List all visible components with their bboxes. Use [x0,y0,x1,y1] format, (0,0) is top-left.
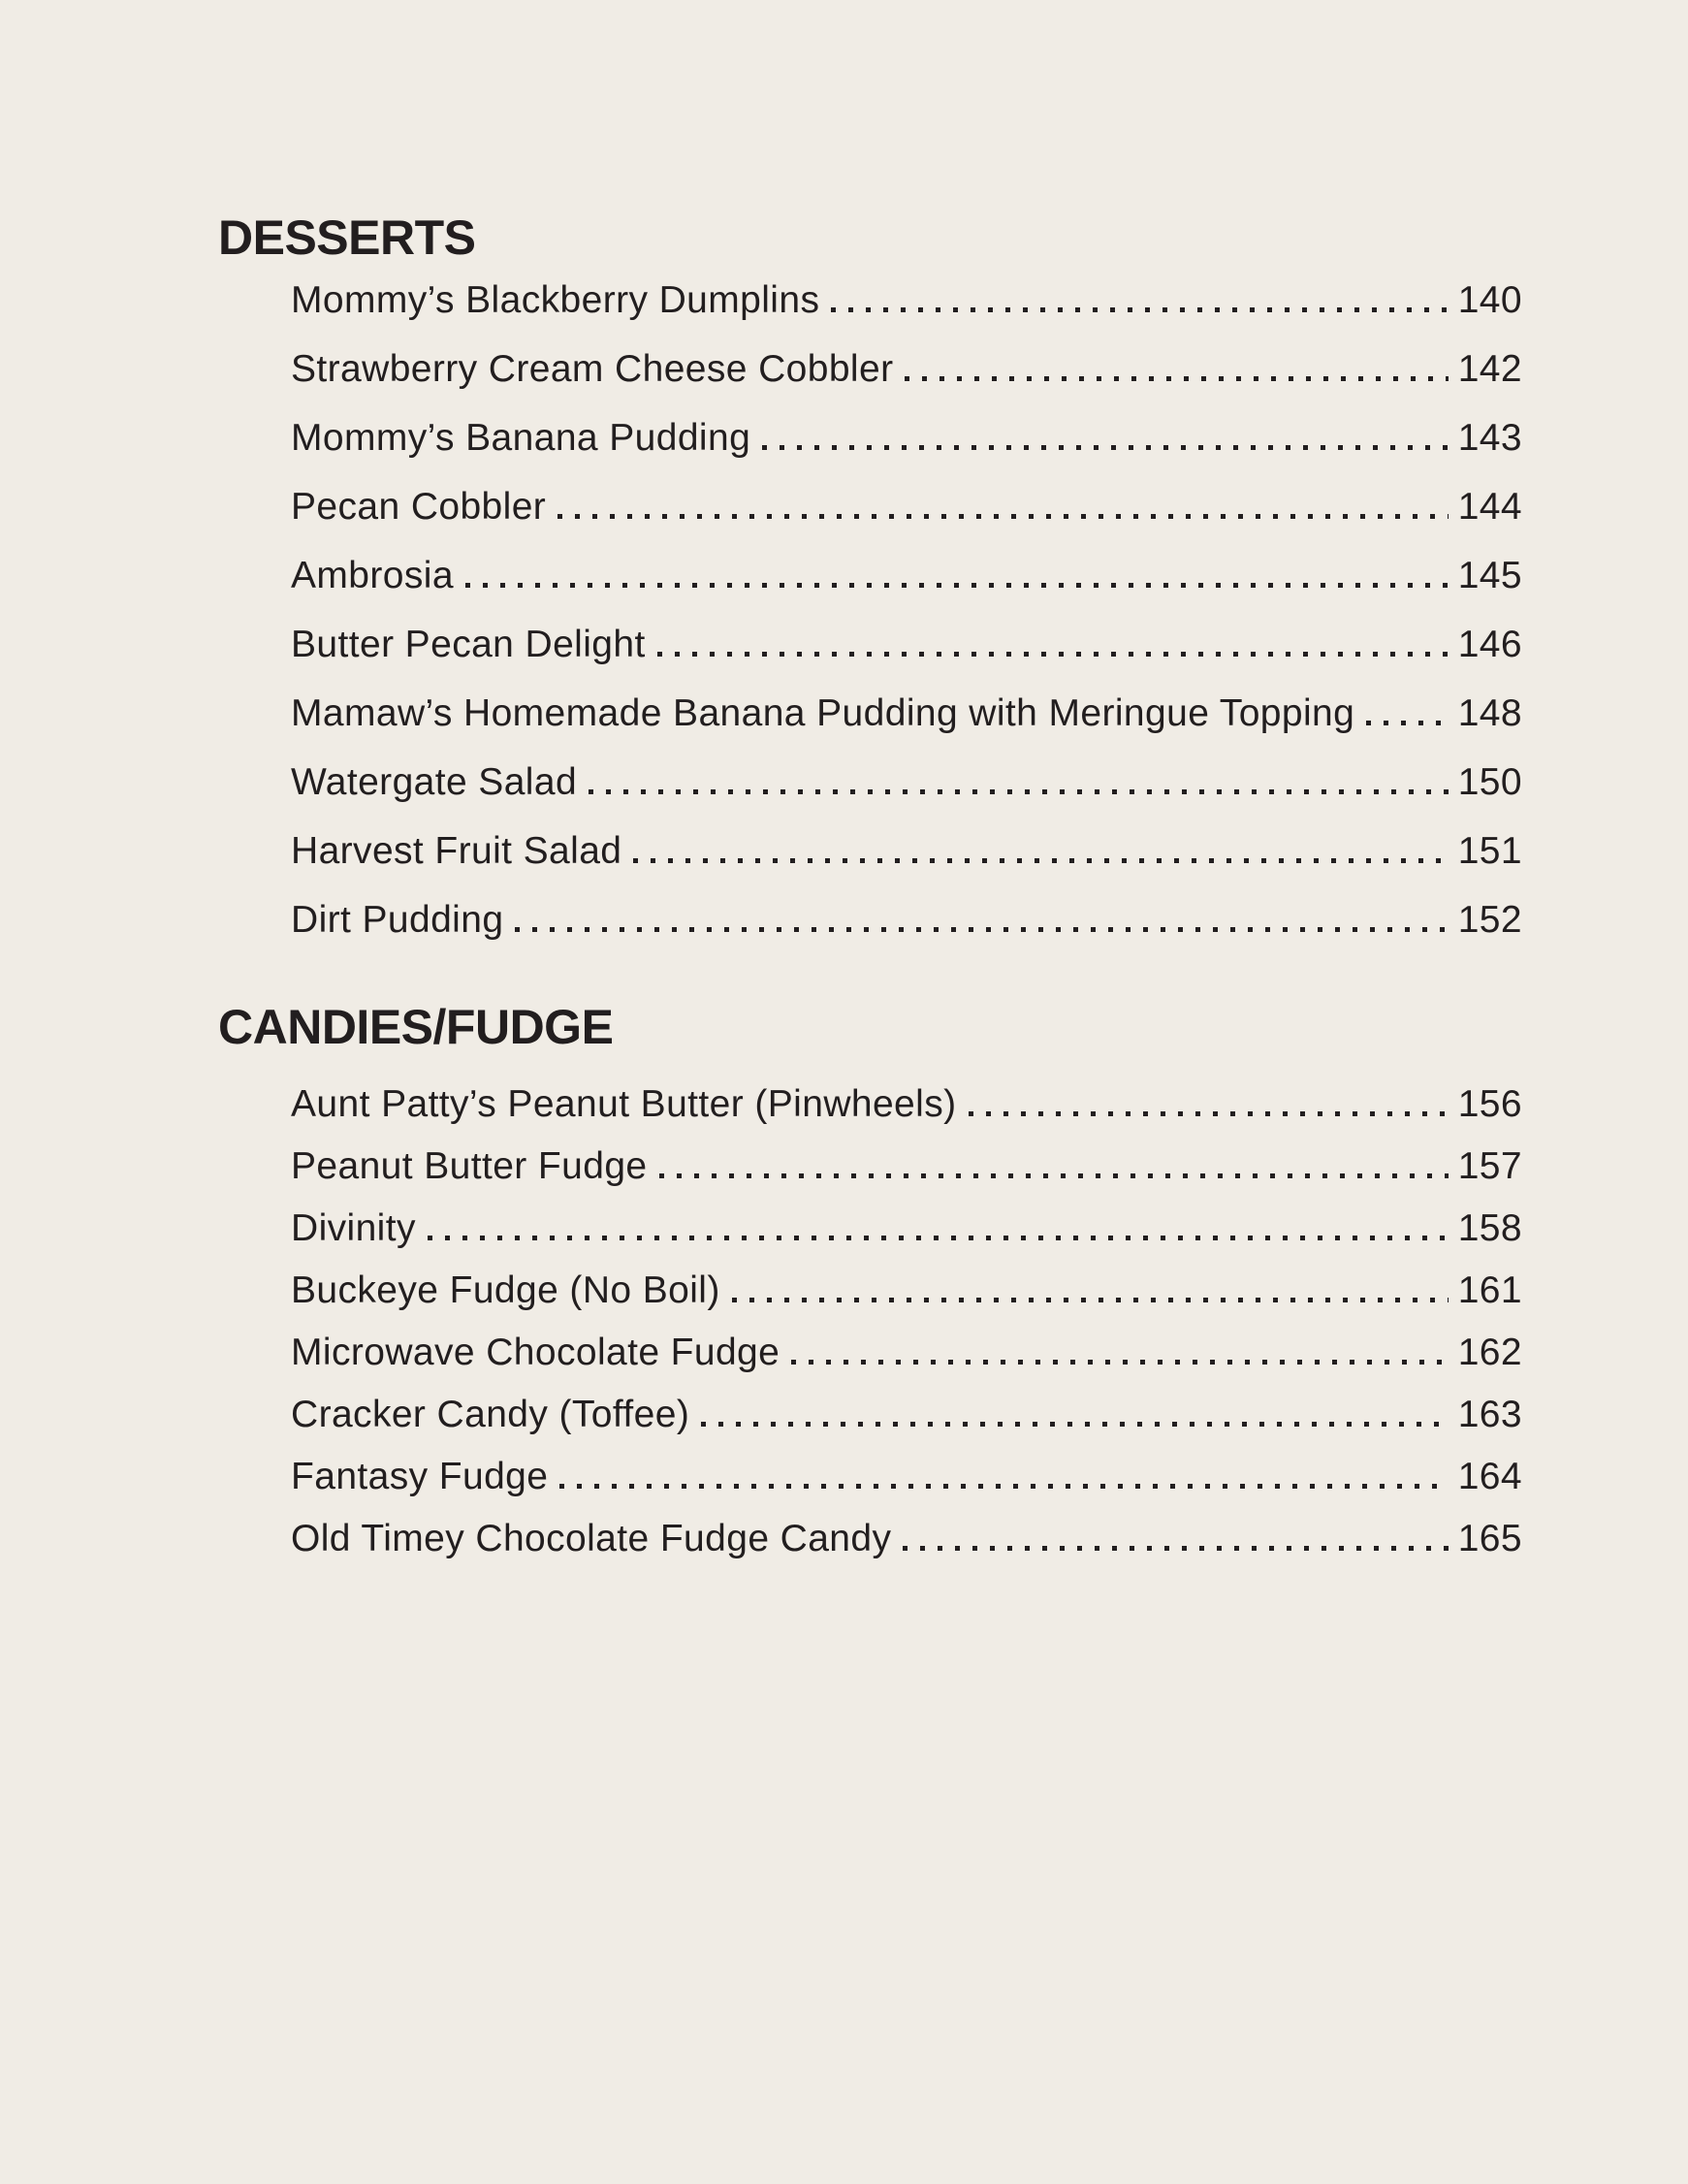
toc-entry-row [291,1394,1522,1456]
toc-entry-row [291,624,1522,692]
toc-entry-row [291,1083,1522,1145]
entry-title: Old Timey Chocolate Fudge Candy [291,1518,892,1559]
entry-title: Ambrosia [291,555,454,596]
dot-leader [633,858,1448,863]
dot-leader [905,376,1448,381]
section-title: CANDIES/FUDGE [218,1000,614,1054]
entry-title: Watergate Salad [291,761,578,803]
entry-page-number: 156 [1457,1083,1522,1125]
toc-entry-row [291,1207,1522,1269]
toc-entry-row [291,486,1522,555]
toc-entry-row [291,1332,1522,1394]
toc-entry-row [291,279,1522,348]
dot-leader [557,514,1449,519]
entry-page-number: 165 [1457,1518,1522,1559]
entry-page-number: 151 [1457,830,1522,872]
dot-leader [589,789,1449,794]
entry-title: Mommy’s Blackberry Dumplins [291,279,820,321]
entry-page-number: 158 [1457,1207,1522,1249]
entry-title: Peanut Butter Fudge [291,1145,648,1187]
entry-title: Pecan Cobbler [291,486,547,528]
toc-entry-row [291,899,1522,968]
dot-leader [791,1360,1448,1365]
toc-entry-row [291,1269,1522,1332]
toc-section [218,210,1522,968]
toc-entry-row [291,692,1522,761]
entry-title: Microwave Chocolate Fudge [291,1332,780,1373]
toc-entry-row [291,1456,1522,1518]
toc-entry-row [291,1518,1522,1580]
entry-page-number: 144 [1457,486,1522,528]
entry-page-number: 150 [1457,761,1522,803]
dot-leader [762,445,1449,450]
entry-page-number: 140 [1457,279,1522,321]
dot-leader [659,1173,1449,1178]
section-entries [218,279,1522,968]
entry-page-number: 164 [1457,1456,1522,1497]
entry-page-number: 143 [1457,417,1522,459]
entry-title: Dirt Pudding [291,899,504,941]
entry-page-number: 161 [1457,1269,1522,1311]
dot-leader [559,1484,1448,1489]
dot-leader [969,1111,1449,1116]
dot-leader [831,307,1448,312]
dot-leader [701,1422,1448,1427]
entry-page-number: 148 [1457,692,1522,734]
entry-page-number: 163 [1457,1394,1522,1435]
entry-title: Harvest Fruit Salad [291,830,622,872]
dot-leader [428,1236,1449,1240]
entry-title: Aunt Patty’s Peanut Butter (Pinwheels) [291,1083,957,1125]
entry-title: Mamaw’s Homemade Banana Pudding with Meringue Topping [291,692,1355,734]
section-entries [218,1083,1522,1580]
entry-page-number: 146 [1457,624,1522,665]
entry-page-number: 152 [1457,899,1522,941]
entry-title: Fantasy Fudge [291,1456,549,1497]
entry-title: Buckeye Fudge (No Boil) [291,1269,720,1311]
dot-leader [465,583,1449,588]
toc-entry-row [291,348,1522,417]
entry-page-number: 145 [1457,555,1522,596]
toc-entry-row [291,830,1522,899]
entry-page-number: 162 [1457,1332,1522,1373]
dot-leader [1366,721,1448,725]
dot-leader [657,652,1449,657]
dot-leader [732,1298,1449,1302]
toc-entry-row [291,1145,1522,1207]
toc-entry-row [291,761,1522,830]
entry-title: Divinity [291,1207,416,1249]
toc-entry-row [291,555,1522,624]
entry-title: Butter Pecan Delight [291,624,646,665]
section-title: DESSERTS [218,210,476,265]
entry-title: Mommy’s Banana Pudding [291,417,751,459]
toc-section [218,1000,1522,1580]
toc-entry-row [291,417,1522,486]
dot-leader [903,1546,1448,1551]
entry-page-number: 142 [1457,348,1522,390]
entry-title: Cracker Candy (Toffee) [291,1394,690,1435]
entry-title: Strawberry Cream Cheese Cobbler [291,348,894,390]
entry-page-number: 157 [1457,1145,1522,1187]
dot-leader [515,927,1448,932]
